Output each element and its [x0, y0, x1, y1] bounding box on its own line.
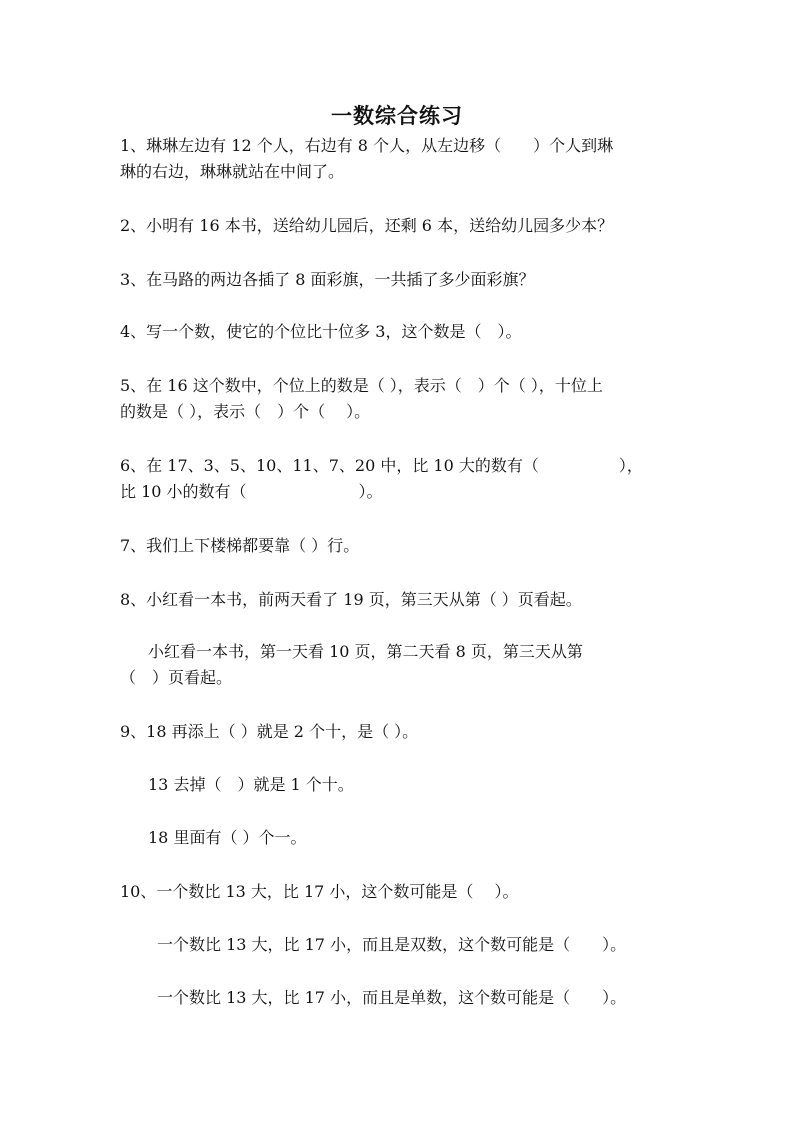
- question-1-line-2: 琳的右边，琳琳就站在中间了。: [120, 162, 345, 181]
- question-10-line-2: 一个数比 13 大，比 17 小，而且是双数，这个数可能是（ ）。: [157, 935, 627, 954]
- question-8-line-3: （ ）页看起。: [120, 668, 233, 687]
- question-3: 3、在马路的两边各插了 8 面彩旗，一共插了多少面彩旗？: [120, 270, 535, 289]
- question-10-line-1: 10、一个数比 13 大，比 17 小，这个数可能是（ ）。: [120, 882, 519, 901]
- question-9-line-1: 9、18 再添上（ ）就是 2 个十，是（ ）。: [120, 722, 419, 741]
- question-5-line-2: 的数是（ ），表示（ ）个（ ）。: [120, 402, 371, 421]
- question-5-line-1: 5、在 16 这个数中，个位上的数是（ ），表示（ ）个（ ），十位上: [120, 376, 603, 395]
- question-4: 4、写一个数，使它的个位比十位多 3，这个数是（ ）。: [120, 322, 522, 341]
- question-9-line-2: 13 去掉（ ）就是 1 个十。: [148, 775, 354, 794]
- question-6-line-1: 6、在 17、3、5、10、11、7、20 中，比 10 大的数有（ ），: [120, 456, 643, 475]
- worksheet-title: 一数综合练习: [331, 104, 463, 128]
- question-1-line-1: 1、琳琳左边有 12 个人，右边有 8 个人，从左边移（ ）个人到琳: [120, 136, 614, 155]
- question-10-line-3: 一个数比 13 大，比 17 小，而且是单数，这个数可能是（ ）。: [157, 988, 627, 1007]
- question-8-line-1: 8、小红看一本书，前两天看了 19 页，第三天从第（ ）页看起。: [120, 590, 582, 609]
- question-2: 2、小明有 16 本书，送给幼儿园后，还剩 6 本，送给幼儿园多少本？: [120, 216, 614, 235]
- question-9-line-3: 18 里面有（ ）个一。: [148, 828, 307, 847]
- question-7: 7、我们上下楼梯都要靠（ ）行。: [120, 536, 360, 555]
- question-6-line-2: 比 10 小的数有（ ）。: [120, 482, 383, 501]
- question-8-line-2: 小红看一本书，第一天看 10 页，第二天看 8 页，第三天从第: [148, 642, 583, 661]
